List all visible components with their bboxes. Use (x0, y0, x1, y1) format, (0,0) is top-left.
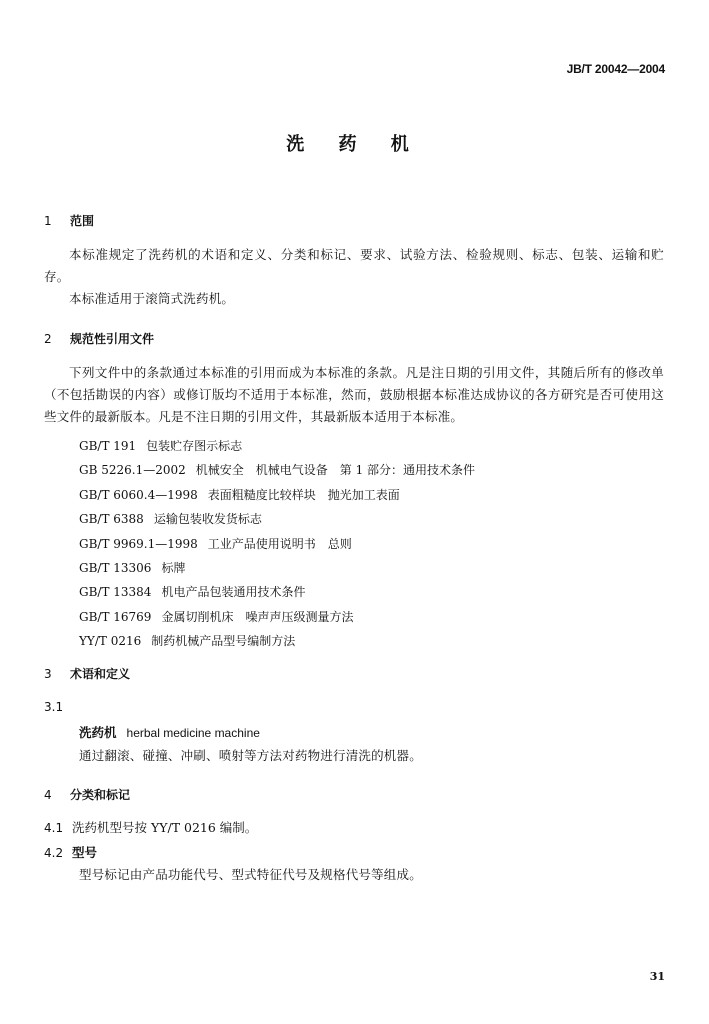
reference-title: 表面粗糙度比较样块 抛光加工表面 (207, 487, 400, 502)
clause-4-2-text: 型号标记由产品功能代号、型式特征代号及规格代号等组成。 (79, 867, 422, 882)
reference-title: 机电产品包装通用技术条件 (161, 585, 306, 600)
term-definition: 通过翻滚、碰撞、冲刷、喷射等方法对药物进行清洗的机器。 (79, 748, 422, 763)
section-3-heading (44, 665, 130, 682)
reference-list (79, 434, 475, 654)
section-number: 1 (44, 214, 52, 228)
reference-item (79, 580, 475, 604)
section-number: 2 (44, 332, 52, 346)
reference-title: 机械安全 机械电气设备 第 1 部分：通用技术条件 (195, 463, 476, 478)
clause-number: 4.2 (44, 846, 64, 860)
term-chinese: 洗药机 (79, 725, 117, 740)
section-2-heading (44, 330, 154, 347)
reference-item (79, 629, 475, 653)
reference-code: GB/T 13384 (79, 585, 152, 600)
reference-code: GB/T 6388 (79, 512, 144, 527)
section-title: 范围 (70, 214, 95, 228)
reference-item (79, 556, 475, 580)
reference-code: YY/T 0216 (79, 634, 142, 649)
term-english: herbal medicine machine (126, 726, 260, 740)
reference-code: GB/T 9969.1—1998 (79, 536, 198, 551)
clause-4-2-heading (44, 843, 97, 861)
page-number: 31 (649, 970, 665, 983)
reference-item (79, 434, 475, 458)
reference-item (79, 605, 475, 629)
reference-title: 工业产品使用说明书 总则 (207, 536, 352, 551)
clause-4-1 (44, 818, 257, 836)
clause-text: 洗药机型号按 YY/T 0216 编制。 (72, 820, 258, 835)
reference-code: GB/T 191 (79, 439, 137, 453)
reference-title: 运输包装收发货标志 (153, 512, 262, 527)
reference-item (79, 532, 475, 556)
section-1-para-1: 本标准规定了洗药机的术语和定义、分类和标记、要求、试验方法、检验规则、标志、包装、运输和贮存。 (44, 247, 664, 284)
section-1-para-2: 本标准适用于滚筒式洗药机。 (69, 291, 235, 306)
reference-item (79, 507, 475, 531)
section-2-intro: 下列文件中的条款通过本标准的引用而成为本标准的条款。凡是注日期的引用文件，其随后所有的修改单（不包括勘误的内容）或修订版均不适用于本标准，然而，鼓励根据本标准达成协议的各方研究是否可使用这些文件的最新版本。凡是不注日期的引用文件，其最新版本适用于本标准。 (44, 365, 664, 424)
clause-title: 型号 (72, 845, 98, 860)
reference-code: GB/T 6060.4—1998 (79, 487, 198, 502)
section-title: 规范性引用文件 (70, 332, 155, 346)
section-1-heading (44, 212, 94, 229)
section-title: 术语和定义 (70, 667, 131, 681)
reference-item (79, 483, 475, 507)
reference-title: 包装贮存图示标志 (146, 439, 243, 453)
section-number: 4 (44, 788, 52, 802)
clause-number: 4.1 (44, 821, 64, 835)
reference-code: GB/T 13306 (79, 560, 152, 575)
section-number: 3 (44, 667, 52, 681)
term-entry (79, 723, 260, 741)
reference-title: 标牌 (161, 560, 186, 575)
standard-code: JB/T 20042—2004 (566, 62, 665, 76)
section-4-heading (44, 786, 130, 803)
reference-title: 制药机械产品型号编制方法 (151, 634, 296, 649)
reference-code: GB/T 16769 (79, 609, 152, 624)
clause-3-1-number: 3.1 (44, 700, 64, 714)
reference-code: GB 5226.1—2002 (79, 463, 186, 478)
reference-item (79, 458, 475, 482)
reference-title: 金属切削机床 噪声声压级测量方法 (161, 609, 354, 624)
document-title: 洗 药 机 (286, 134, 423, 155)
section-title: 分类和标记 (70, 788, 131, 802)
